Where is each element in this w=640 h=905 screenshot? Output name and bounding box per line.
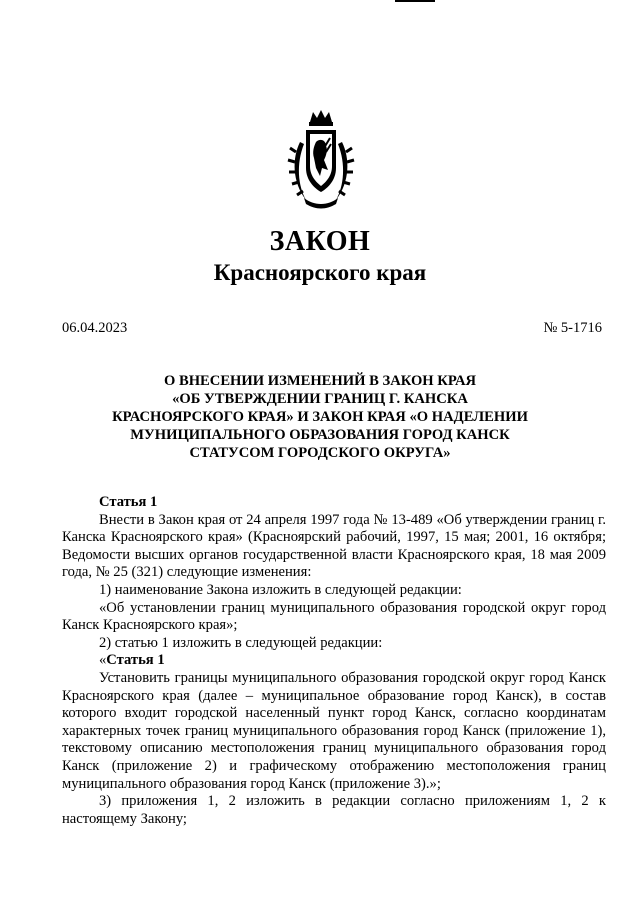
item-3: 3) приложения 1, 2 изложить в редакции согласно приложениям 1, 2 к настоящему Закону;: [62, 793, 606, 827]
law-subtitle: Красноярского края: [213, 260, 427, 285]
item-2: 2) статью 1 изложить в следующей редакции:: [99, 634, 383, 651]
heading-line: О ВНЕСЕНИИ ИЗМЕНЕНИЙ В ЗАКОН КРАЯ: [163, 373, 477, 389]
quote-mark: «: [99, 652, 107, 669]
coat-of-arms-emblem: [286, 108, 356, 212]
item-2-text: Установить границы муниципального образования городской округ город Канск Красноярского края (далее – муниципальное образование город Канск), в состав которого входит городской населенный пункт город Канск, согласно координатам характерных точек границ муниципального образования город Канск (приложение 1), текстовому описанию местоположения границ муниципального образования город Канск (приложение 2) и графическому отображению местоположения границ муниципального образования город Канск (приложение 3).»;: [62, 669, 606, 792]
document-date: 06.04.2023: [62, 320, 128, 336]
article-title: Статья 1: [99, 494, 158, 510]
heading-line: «ОБ УТВЕРЖДЕНИИ ГРАНИЦ Г. КАНСКА: [172, 391, 468, 407]
heading-line: МУНИЦИПАЛЬНОГО ОБРАЗОВАНИЯ ГОРОД КАНСК: [130, 427, 510, 443]
heading-line: СТАТУСОМ ГОРОДСКОГО ОКРУГА»: [189, 445, 451, 461]
quoted-article-label: Статья 1: [106, 652, 165, 669]
intro-paragraph: Внести в Закон края от 24 апреля 1997 года № 13-489 «Об утверждении границ г. Канска Красноярского края» (Красноярский рабочий, 1997, 15 мая; 2001, 16 октября; Ведомости высших органов государственной власти Красноярского края, 18 мая 2009 года, № 25 (321) следующие изменения:: [62, 511, 606, 581]
document-number: № 5-1716: [543, 320, 602, 336]
item-1-text: «Об установлении границ муниципального образования городской округ город Канск Красноярского края»;: [62, 599, 606, 634]
heading-line: КРАСНОЯРСКОГО КРАЯ» И ЗАКОН КРАЯ «О НАДЕЛЕНИИ: [112, 409, 528, 425]
item-1: 1) наименование Закона изложить в следующей редакции:: [99, 581, 462, 598]
document-body: [62, 494, 606, 828]
law-title: ЗАКОН: [269, 226, 371, 257]
scan-mark: [395, 0, 435, 2]
law-heading: [100, 372, 540, 462]
quoted-article-title: [62, 652, 606, 670]
